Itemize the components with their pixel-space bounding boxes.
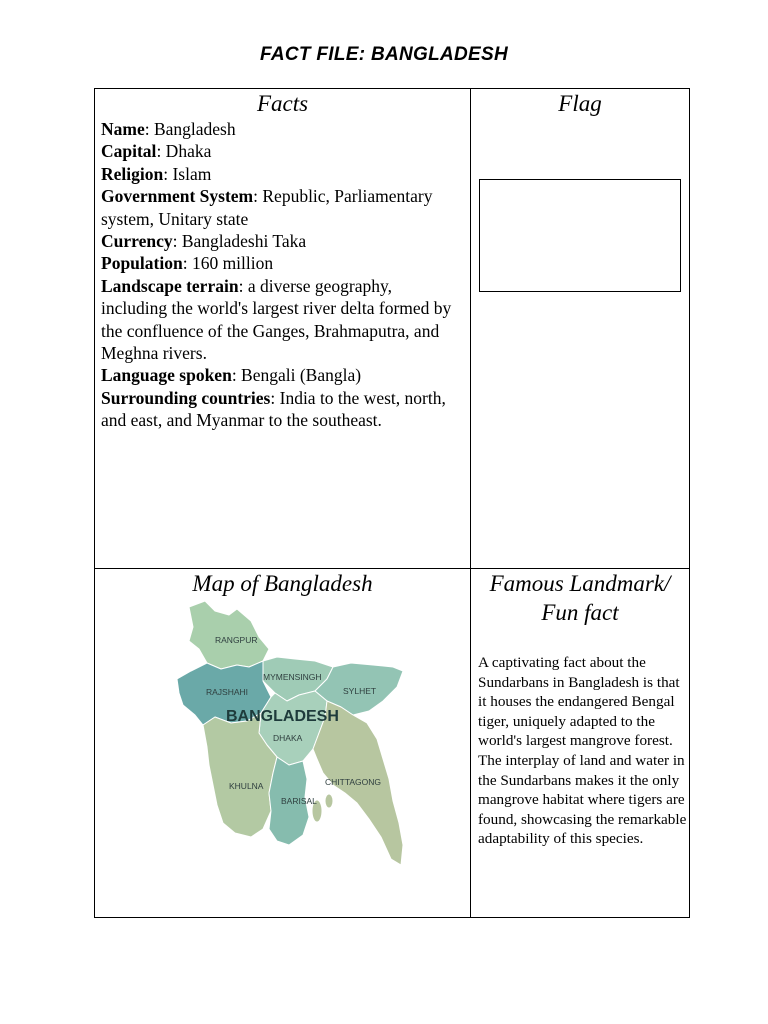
fact-population: Population: 160 million xyxy=(101,253,274,274)
facts-list xyxy=(101,118,461,432)
flag-heading: Flag xyxy=(558,91,602,116)
fun-fact-heading-line2: Fun fact xyxy=(541,600,619,625)
map-label-rajshahi: RAJSHAHI xyxy=(206,687,249,697)
bangladesh-map-svg xyxy=(177,597,413,873)
map-label-barisal: BARISAL xyxy=(281,796,317,806)
fact-currency: Currency: Bangladeshi Taka xyxy=(101,231,307,252)
fact-capital: Capital: Dhaka xyxy=(101,141,212,162)
map-label-khulna: KHULNA xyxy=(229,781,264,791)
map-label-rangpur: RANGPUR xyxy=(215,635,258,645)
map-country-label: BANGLADESH xyxy=(226,708,339,725)
fun-fact-heading-line1: Famous Landmark/ xyxy=(489,571,671,596)
map-label-mymensingh: MYMENSINGH xyxy=(263,672,322,682)
column-divider xyxy=(470,89,471,917)
map-label-dhaka: DHAKA xyxy=(273,733,303,743)
fact-landscape: Landscape terrain: a diverse geography, including the world's largest river delta formed by the confluence of the Ganges, Brahmaputra, and Meghna rivers. xyxy=(101,275,452,364)
fact-language: Language spoken: Bengali (Bangla) xyxy=(101,365,362,386)
fun-fact-text: A captivating fact about the Sundarbans in Bangladesh is that it houses the endangered Bengal tiger, uniquely adapted to the world's largest mangrove forest. The interplay of land and water in the Sundarbans makes it the only mangrove habitat where tigers are found, showcasing the remarkable adaptability of this species. xyxy=(478,654,687,848)
facts-heading: Facts xyxy=(256,91,309,116)
map-label-sylhet: SYLHET xyxy=(343,686,377,696)
map-label-chittagong: CHITTAGONG xyxy=(325,777,382,787)
page-title: FACT FILE: BANGLADESH xyxy=(259,44,508,65)
island-hatiya xyxy=(325,794,333,808)
fact-religion: Religion: Islam xyxy=(101,163,212,184)
fact-name: Name: Bangladesh xyxy=(101,119,236,139)
fact-surrounding: Surrounding countries: India to the west, north, and east, and Myanmar to the southeast. xyxy=(101,387,446,431)
fun-fact-heading xyxy=(471,569,689,627)
map-heading: Map of Bangladesh xyxy=(192,571,373,596)
fact-government: Government System: Republic, Parliamentary system, Unitary state xyxy=(101,186,433,229)
flag-drawing-box xyxy=(479,179,681,292)
fact-file-table xyxy=(94,88,690,918)
bangladesh-map xyxy=(177,597,413,873)
